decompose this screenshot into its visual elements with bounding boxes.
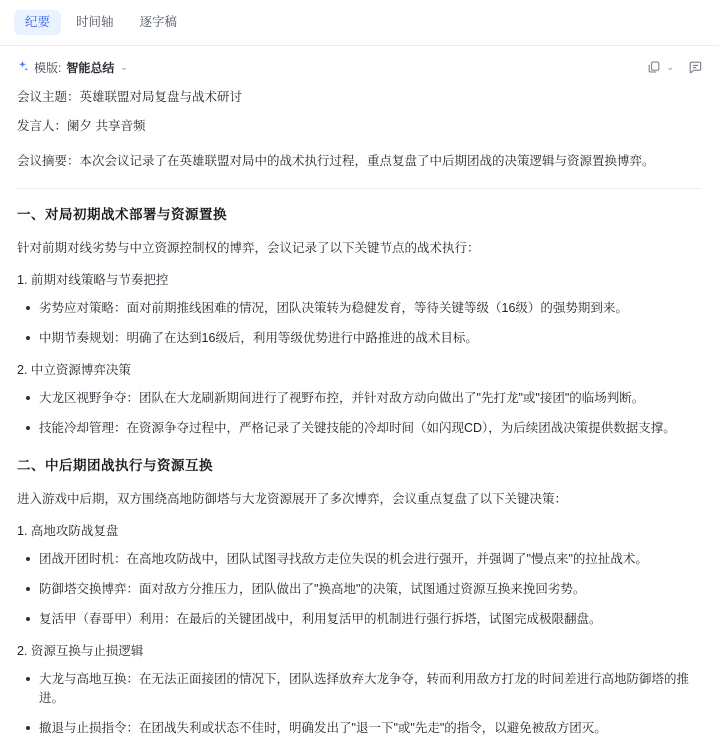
section-1-group-1-subheading: 1. 前期对线策略与节奏把控 bbox=[17, 273, 169, 288]
section-2-group-2-list bbox=[17, 670, 702, 737]
list-item: 大龙区视野争夺：团队在大龙刷新期间进行了视野布控，并针对敌方动向做出了"先打龙"或"接团"的临场判断。 bbox=[39, 389, 702, 408]
notes-content bbox=[0, 84, 719, 750]
tab-timeline[interactable]: 时间轴 bbox=[76, 15, 114, 30]
template-label: 模版: bbox=[34, 60, 62, 75]
list-item: 防御塔交换博弈：面对敌方分推压力，团队做出了"换高地"的决策，试图通过资源互换来挽回劣势。 bbox=[39, 580, 702, 599]
copy-icon[interactable] bbox=[646, 59, 662, 75]
tab-transcript[interactable]: 逐字稿 bbox=[139, 15, 178, 30]
section-2-heading: 二、中后期团战执行与资源互换 bbox=[17, 457, 213, 473]
content-divider bbox=[17, 188, 702, 189]
meeting-summary: 会议摘要：本次会议记录了在英雄联盟对局中的战术执行过程，重点复盘了中后期团战的决策逻辑与资源置换博弈。 bbox=[17, 153, 655, 168]
section-2-group-2-subheading: 2. 资源互换与止损逻辑 bbox=[17, 643, 144, 658]
section-2 bbox=[17, 456, 702, 738]
section-1-group-2-subheading: 2. 中立资源博弈决策 bbox=[17, 362, 131, 377]
sparkle-icon bbox=[16, 60, 29, 75]
list-item: 复活甲（春哥甲）利用：在最后的关键团战中，利用复活甲的机制进行强行拆塔，试图完成极限翻盘。 bbox=[39, 610, 702, 629]
section-1-intro: 针对前期对线劣势与中立资源控制权的博弈，会议记录了以下关键节点的战术执行： bbox=[17, 240, 480, 255]
template-selector[interactable] bbox=[16, 59, 128, 76]
chevron-down-icon[interactable]: ⌄ bbox=[120, 61, 128, 72]
tab-bar bbox=[0, 0, 719, 46]
toolbar bbox=[0, 50, 719, 84]
section-2-intro: 进入游戏中后期，双方围绕高地防御塔与大龙资源展开了多次博弈，会议重点复盘了以下关键决策： bbox=[17, 491, 568, 506]
section-1 bbox=[17, 205, 702, 438]
list-item: 中期节奏规划：明确了在达到16级后，利用等级优势进行中路推进的战术目标。 bbox=[39, 329, 702, 348]
tab-summary[interactable]: 纪要 bbox=[14, 10, 61, 35]
section-1-heading: 一、对局初期战术部署与资源置换 bbox=[17, 206, 227, 222]
list-item: 大龙与高地互换：在无法正面接团的情况下，团队选择放弃大龙争夺，转而利用敌方打龙的时间差进行高地防御塔的推进。 bbox=[39, 670, 702, 708]
copy-options-chevron-icon[interactable]: ⌄ bbox=[666, 61, 674, 72]
meeting-topic: 会议主题：英雄联盟对局复盘与战术研讨 bbox=[17, 90, 243, 104]
section-2-group-1-subheading: 1. 高地攻防战复盘 bbox=[17, 524, 119, 539]
toolbar-actions bbox=[646, 59, 703, 75]
template-value: 智能总结 bbox=[66, 60, 115, 75]
feedback-icon[interactable] bbox=[687, 59, 703, 75]
section-2-group-1-list bbox=[17, 550, 702, 628]
meeting-speaker: 发言人：阑夕 共享音频 bbox=[17, 119, 146, 134]
list-item: 撤退与止损指令：在团战失利或状态不佳时，明确发出了"退一下"或"先走"的指令，以避免被敌方团灭。 bbox=[39, 719, 702, 738]
list-item: 劣势应对策略：面对前期推线困难的情况，团队决策转为稳健发育，等待关键等级（16级）的强势期到来。 bbox=[39, 299, 702, 318]
list-item: 团战开团时机：在高地攻防战中，团队试图寻找敌方走位失误的机会进行强开，并强调了"慢点来"的拉扯战术。 bbox=[39, 550, 702, 569]
section-1-group-1-list bbox=[17, 299, 702, 348]
section-1-group-2-list bbox=[17, 389, 702, 438]
list-item: 技能冷却管理：在资源争夺过程中，严格记录了关键技能的冷却时间（如闪现CD），为后续团战决策提供数据支撑。 bbox=[39, 419, 702, 438]
